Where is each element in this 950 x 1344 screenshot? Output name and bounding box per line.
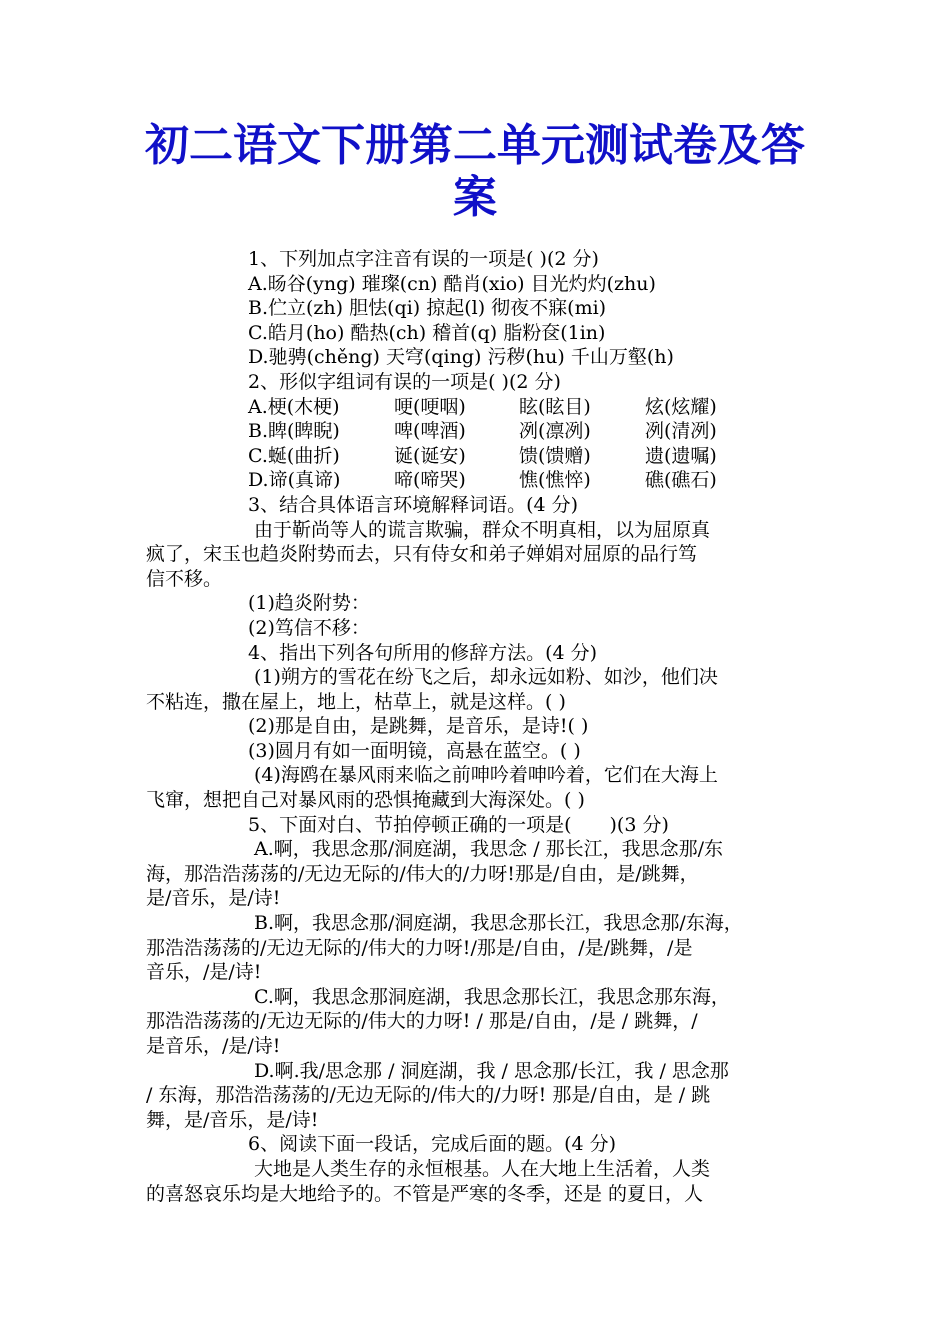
q4-sentence-4-cont: 飞窜，想把自己对暴风雨的恐惧掩藏到大海深处。( ) <box>146 789 585 812</box>
q2-row-b <box>146 419 816 444</box>
q4-sentence-3: (3)圆月有如一面明镜，高悬在蓝空。( ) <box>248 739 581 762</box>
q6-passage-line: 大地是人类生存的永恒根基。人在大地上生活着，人类 <box>254 1157 711 1180</box>
q5-option-c-cont: 是音乐，/是/诗! <box>146 1035 281 1057</box>
q2-cell: 啼(啼哭) <box>394 469 466 492</box>
q5-option-a-cont: 是/音乐，是/诗! <box>146 887 281 910</box>
q3-sub-1: (1)趋炎附势： <box>248 592 370 615</box>
q2-cell: 遗(遗嘱) <box>645 444 717 467</box>
q2-row-c <box>146 444 816 469</box>
q2-cell: C.蜒(曲折) <box>248 444 340 467</box>
q6-stem: 6、阅读下面一段话，完成后面的题。(4 分) <box>248 1133 617 1156</box>
q5-option-d-cont: 舞，是/音乐，是/诗! <box>146 1108 319 1131</box>
q5-option-d-cont: / 东海，那浩浩荡荡的/无边无际的/伟大的/力呀! 那是/自由，是 / 跳 <box>146 1084 711 1107</box>
q3-stem: 3、结合具体语言环境解释词语。(4 分) <box>248 493 579 516</box>
q5-option-a-cont: 海，那浩浩荡荡的/无边无际的/伟大的/力呀!那是/自由，是/跳舞， <box>146 862 699 885</box>
q5-option-a: A.啊，我思念那/洞庭湖，我思念 / 那长江，我思念那/东 <box>254 838 724 861</box>
q2-cell: B.睥(睥睨) <box>248 420 340 443</box>
q4-sentence-1-cont: 不粘连，撒在屋上，地上，枯草上，就是这样。( ) <box>146 690 566 713</box>
q5-stem: 5、下面对白、节拍停顿正确的一项是( )(3 分) <box>248 813 669 836</box>
q2-cell: D.谛(真谛) <box>248 469 341 492</box>
q2-cell: 馈(馈赠) <box>519 444 591 467</box>
q6-passage-line: 的喜怒哀乐均是大地给予的。不管是严寒的冬季，还是 的夏日，人 <box>146 1182 704 1205</box>
title-line-1: 初二语文下册第二单元测试卷及答 <box>145 120 805 171</box>
q2-cell: 眩(眩目) <box>519 395 591 418</box>
q4-sentence-1: (1)朔方的雪花在纷飞之后，却永远如粉、如沙，他们决 <box>254 666 718 689</box>
document-body <box>146 247 816 1206</box>
q4-sentence-2: (2)那是自由，是跳舞，是音乐，是诗!( ) <box>248 715 589 738</box>
q5-option-b-cont: 音乐，/是/诗! <box>146 961 262 984</box>
q5-option-c: C.啊，我思念那洞庭湖，我思念那长江，我思念那东海， <box>254 985 730 1008</box>
q2-cell: 啤(啤酒) <box>394 420 466 443</box>
q2-cell: 冽(凛冽) <box>519 420 591 443</box>
q2-cell: 哽(哽咽) <box>394 395 466 418</box>
q4-stem: 4、指出下列各句所用的修辞方法。(4 分) <box>248 641 598 664</box>
q3-sub-2: (2)笃信不移： <box>248 616 370 639</box>
q5-option-b-cont: 那浩浩荡荡的/无边无际的/伟大的力呀!/那是/自由，/是/跳舞，/是 <box>146 936 693 959</box>
q5-option-c-cont: 那浩浩荡荡的/无边无际的/伟大的力呀! / 那是/自由，/是 / 跳舞，/ <box>146 1010 698 1033</box>
q2-row-d <box>146 468 816 493</box>
q1-option-c: C.皓月(ho) 酷热(ch) 稽首(q) 脂粉奁(1in) <box>248 321 606 344</box>
q2-cell: 憔(憔悴) <box>519 469 591 492</box>
q1-option-b: B.伫立(zh) 胆怯(qi) 掠起(l) 彻夜不寐(mi) <box>248 297 607 320</box>
q2-cell: A.梗(木梗) <box>248 395 340 418</box>
q5-option-b: B.啊，我思念那/洞庭湖，我思念那长江，我思念那/东海， <box>254 912 743 935</box>
q2-row-a <box>146 395 816 420</box>
q4-sentence-4: (4)海鸥在暴风雨来临之前呻吟着呻吟着，它们在大海上 <box>254 764 718 787</box>
q2-cell: 礁(礁石) <box>645 469 717 492</box>
q5-option-d: D.啊.我/思念那 / 洞庭湖，我 / 思念那/长江，我 / 思念那 <box>254 1059 729 1082</box>
q1-stem: 1、下列加点字注音有误的一项是( )(2 分) <box>248 248 599 270</box>
q3-passage-line: 信不移。 <box>146 567 223 590</box>
q1-option-a: A.旸谷(yng) 璀璨(cn) 酷肖(xio) 目光灼灼(zhu) <box>248 272 656 295</box>
q2-cell: 炫(炫耀) <box>645 395 717 418</box>
document-title <box>100 120 850 224</box>
q2-cell: 诞(诞安) <box>394 444 466 467</box>
q3-passage-line: 由于靳尚等人的谎言欺骗，群众不明真相，以为屈原真 <box>254 518 711 541</box>
title-line-2: 案 <box>453 172 497 223</box>
q2-stem: 2、形似字组词有误的一项是( )(2 分) <box>248 370 561 393</box>
q3-passage-line: 疯了，宋玉也趋炎附势而去，只有侍女和弟子婵娟对屈原的品行笃 <box>146 543 698 566</box>
q2-cell: 冽(清冽) <box>645 420 717 443</box>
q1-option-d: D.驰骋(chěng) 天穹(qing) 污秽(hu) 千山万壑(h) <box>248 346 674 369</box>
